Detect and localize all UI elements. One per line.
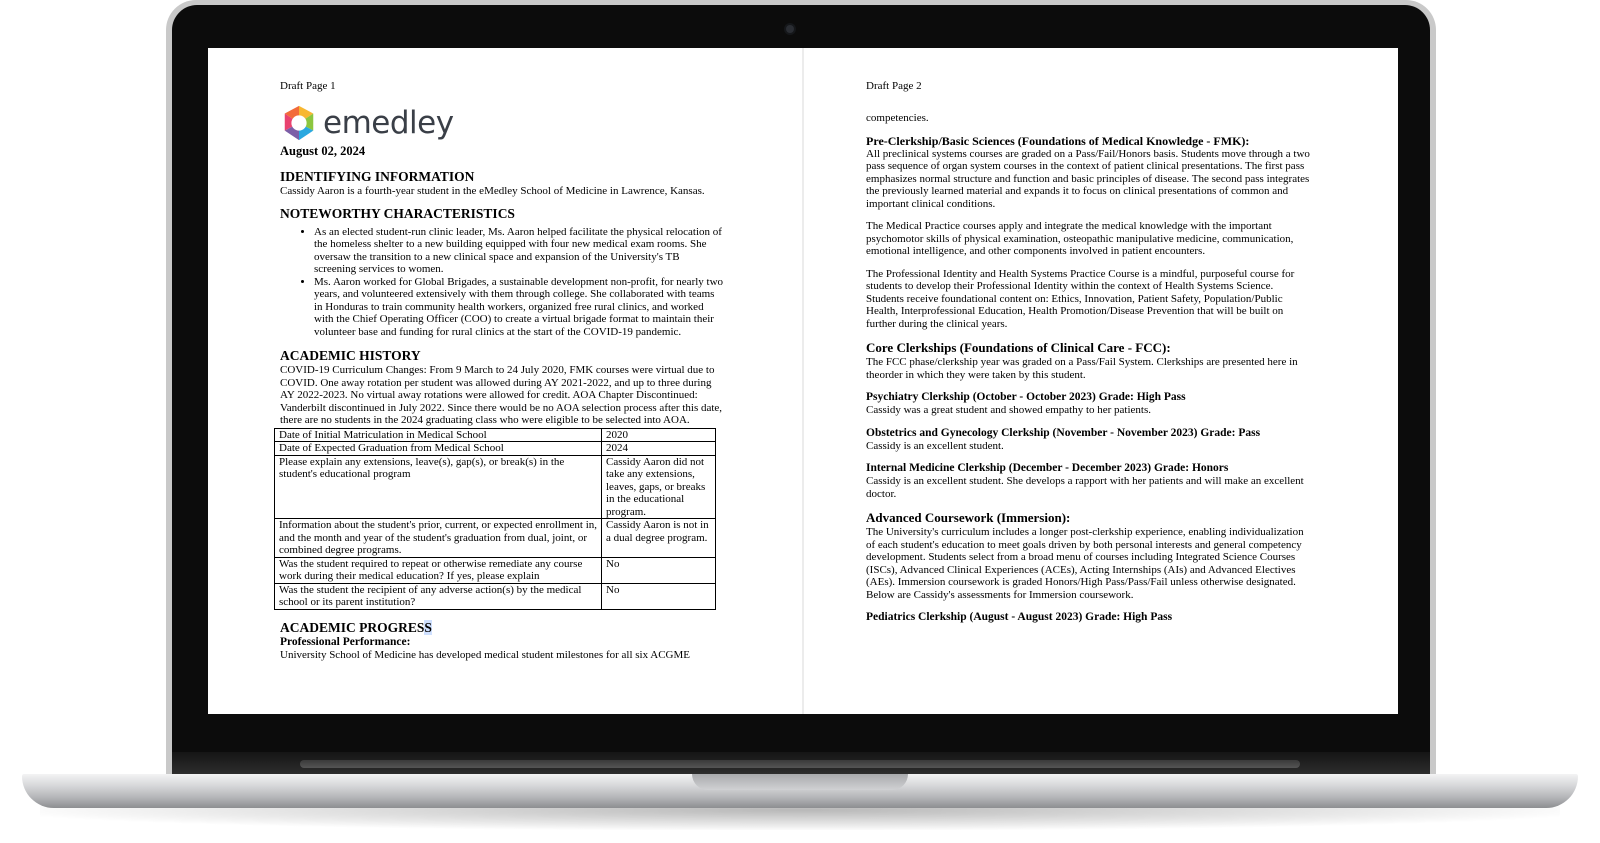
table-cell: No bbox=[602, 583, 716, 609]
professional-performance-heading: Professional Performance: bbox=[280, 635, 411, 648]
laptop-hinge-line bbox=[300, 760, 1300, 768]
section-heading: Core Clerkships (Foundations of Clinical Care - FCC): bbox=[866, 340, 1171, 355]
table-cell: No bbox=[602, 557, 716, 583]
table-row bbox=[275, 583, 716, 609]
list-item: • Ms. Aaron worked for Global Brigades, a sustainable development non-profit, for nearly two years, and volunteered extensively with them through college. She collaborated with teams in Honduras to train community health workers, organized free rural clinics, and worked with the Chief Operating Officer (COO) to create a virtual brigade format to maintain their volunteer base and funding for rural clinics at the start of the COVID-19 pandemic. bbox=[314, 276, 724, 339]
section-paragraph: The Professional Identity and Health Systems Practice Course is a mindful, purposeful course for students to develop their Professional Identity within the context of Health Systems Science. Students receive foundational content on: Ethics, Innovation, Patient Safety, Population/Public Health, Interprofessional Education, Health Promotion/Disease Prevention that will be built on further during the clinical years. bbox=[866, 267, 1295, 330]
document-date: August 02, 2024 bbox=[280, 144, 366, 158]
section-paragraph: Cassidy is an excellent student. bbox=[866, 439, 1004, 452]
section-paragraph: The University's curriculum includes a longer post-clerkship experience, enabling individualization of each student's education to meet goals driven by both personal interests and general competency development. Students select from a broad menu of courses including Integrated Science Courses (ISCs), Advanced Clinical Experiences (ACEs), Acting Internships (AIs) and Advanced Electives (AEs). Immersion coursework is graded Honors/High Pass/Pass/Fail unless otherwise designated. Below are Cassidy's assessments for Immersion coursework. bbox=[866, 526, 1304, 601]
table-row bbox=[275, 442, 716, 456]
identifying-text: Cassidy Aaron is a fourth-year student in the eMedley School of Medicine in Lawrence, Kansas. bbox=[280, 185, 705, 197]
identifying-heading: IDENTIFYING INFORMATION bbox=[280, 169, 475, 184]
section-heading: Psychiatry Clerkship (October - October 2023) Grade: High Pass bbox=[866, 391, 1186, 403]
table-cell: Date of Expected Graduation from Medical School bbox=[275, 442, 602, 456]
table-cell: 2020 bbox=[602, 428, 716, 442]
text-cursor-selection[interactable]: S bbox=[424, 619, 432, 635]
progress-text: University School of Medicine has developed medical student milestones for all six ACGME bbox=[280, 648, 690, 661]
section-paragraph: The Medical Practice courses apply and integrate the medical knowledge with the important psychomotor skills of physical examination, osteopathic manipulative medicine, communication, emotional intelligence, and other components involved in patient encounters. bbox=[866, 220, 1294, 257]
table-cell: Please explain any extensions, leave(s), gap(s), or break(s) in the student's educational program bbox=[275, 455, 602, 519]
page-label: Draft Page 1 bbox=[280, 80, 336, 92]
page-label: Draft Page 2 bbox=[866, 80, 922, 92]
list-item: • As an elected student-run clinic leader, Ms. Aaron helped facilitate the physical relocation of the homeless shelter to a new building equipped with four new medical exam rooms. She oversaw the transition to a new clinical space and expansion of the University's TB screening services to women. bbox=[314, 226, 724, 276]
section-heading: Pre-Clerkship/Basic Sciences (Foundations of Medical Knowledge - FMK): bbox=[866, 133, 1250, 148]
section-paragraph: All preclinical systems courses are graded on a Pass/Fail/Honors basis. Students move through a two pass sequence of organ system courses in the context of patient clinical presentations. The first pass emphasizes normal structure and function and basic principles of disease. The second pass integrates the previously learned material and expands it to focus on clinical presentations of common and important clinical conditions. bbox=[866, 147, 1310, 210]
laptop-notch bbox=[692, 774, 908, 790]
continuation-text: competencies. bbox=[866, 112, 929, 124]
academic-history-heading: ACADEMIC HISTORY bbox=[280, 348, 421, 363]
section-heading: Obstetrics and Gynecology Clerkship (November - November 2023) Grade: Pass bbox=[866, 426, 1261, 439]
logo-text: emedley bbox=[323, 105, 454, 141]
section-paragraph: Cassidy is an excellent student. She develops a rapport with her patients and will make an excellent doctor. bbox=[866, 475, 1304, 500]
table-cell: Cassidy Aaron is not in a dual degree program. bbox=[602, 519, 716, 558]
section-paragraph: Cassidy was a great student and showed empathy to her patients. bbox=[866, 404, 1152, 416]
noteworthy-heading: NOTEWORTHY CHARACTERISTICS bbox=[280, 205, 515, 221]
table-cell: Information about the student's prior, current, or expected enrollment in, and the month and year of the student's graduation from dual, joint, or combined degree programs. bbox=[275, 519, 602, 558]
document-viewer bbox=[208, 48, 1398, 714]
section-paragraph: The FCC phase/clerkship year was graded on a Pass/Fail System. Clerkships are presented here in theorder in which they were taken by this student. bbox=[866, 356, 1298, 381]
noteworthy-list bbox=[280, 226, 724, 339]
section-heading: Pediatrics Clerkship (August - August 2023) Grade: High Pass bbox=[866, 611, 1173, 623]
table-cell: Was the student required to repeat or otherwise remediate any course work during their medical education? If yes, please explain bbox=[275, 557, 602, 583]
document-page-2 bbox=[804, 48, 1398, 714]
table-cell: Cassidy Aaron did not take any extensions, leaves, gaps, or breaks in the educational program. bbox=[602, 455, 716, 519]
table-row bbox=[275, 455, 716, 519]
academic-history-text: COVID-19 Curriculum Changes: From 9 March to 24 July 2020, FMK courses were virtual due to COVID. One away rotation per student was allowed during AY 2021-2022, and up to three during AY 2022-2023. No virtual away rotations were allowed for credit. AOA Chapter Discontinued: Vanderbilt discontinued in July 2022. Since there would be no AOA selection process after this date, there are no students in the 2024 graduating class who were eligible to be selected into AOA. bbox=[280, 364, 723, 426]
table-row bbox=[275, 428, 716, 442]
table-row bbox=[275, 557, 716, 583]
table-cell: Date of Initial Matriculation in Medical School bbox=[275, 428, 602, 442]
section-heading: Advanced Coursework (Immersion): bbox=[866, 510, 1071, 525]
table-cell: 2024 bbox=[602, 442, 716, 456]
camera-icon bbox=[786, 25, 794, 33]
document-page-1 bbox=[208, 48, 802, 714]
academic-history-table bbox=[274, 428, 716, 610]
section-heading: Internal Medicine Clerkship (December - December 2023) Grade: Honors bbox=[866, 462, 1229, 474]
emedley-logo bbox=[280, 104, 724, 142]
academic-progress-heading bbox=[280, 620, 724, 636]
table-row bbox=[275, 519, 716, 558]
academic-progress-heading-text: ACADEMIC PROGRES bbox=[280, 619, 425, 635]
table-cell: Was the student the recipient of any adverse action(s) by the medical school or its parent institution? bbox=[275, 583, 602, 609]
emedley-logo-icon bbox=[280, 104, 318, 142]
